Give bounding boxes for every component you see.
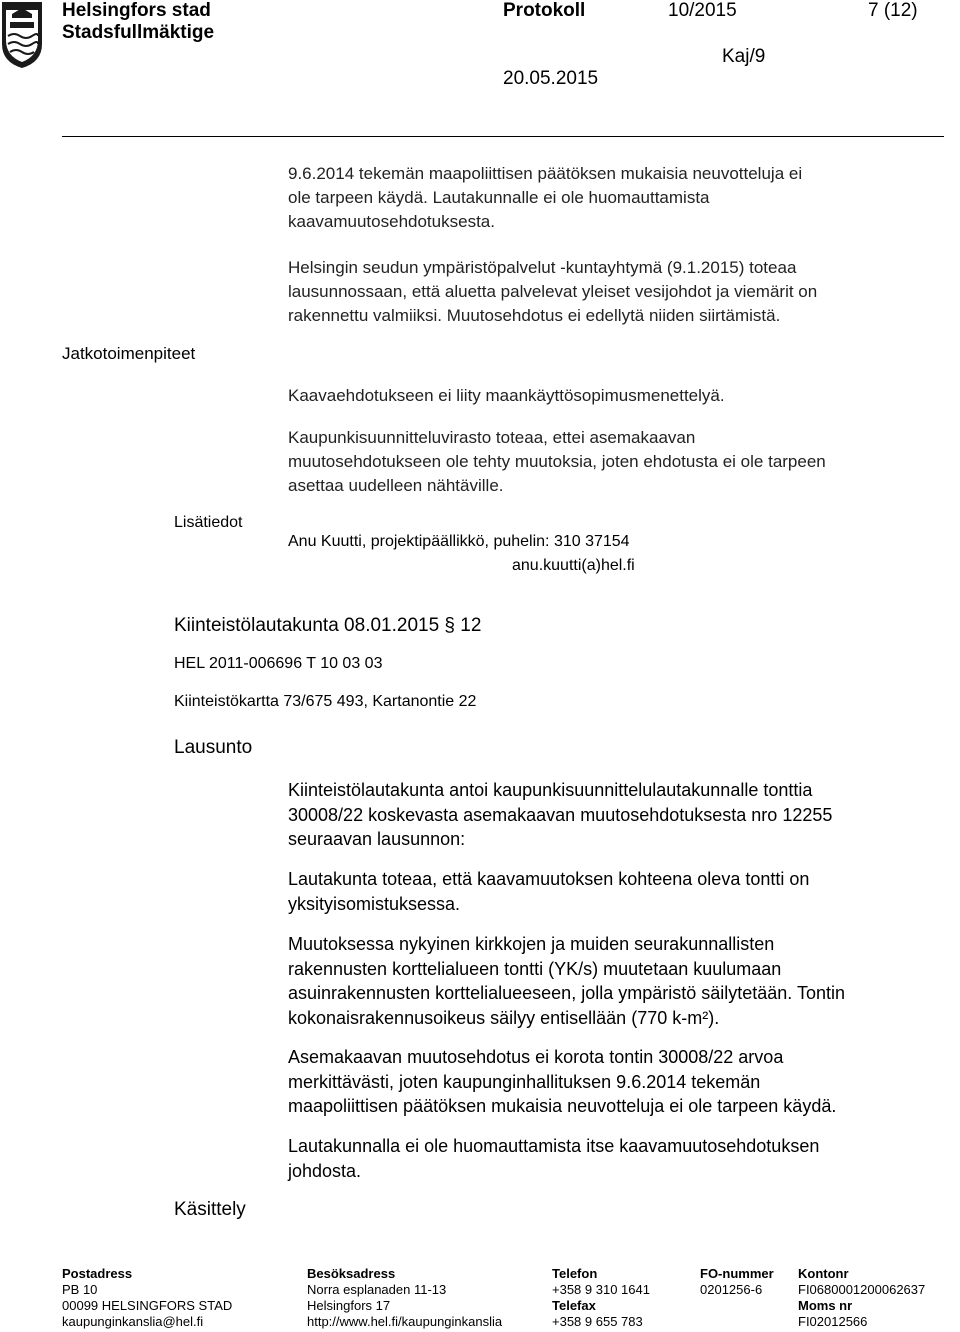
header-city: Helsingfors stad: [62, 0, 211, 21]
footer-web-link[interactable]: http://www.hel.fi/kaupunginkanslia: [307, 1314, 503, 1329]
footer-fo-nummer: FO-nummer 0201256-6: [700, 1266, 774, 1297]
lausunto-conclusion: Lautakunnalla ei ole huomauttamista itse kaavamuutosehdotuksen johdosta.: [288, 1136, 820, 1181]
header-case: Kaj/9: [722, 46, 766, 67]
label-kasittely: Käsittely: [174, 1199, 246, 1220]
label-lausunto: Lausunto: [174, 737, 253, 758]
paragraph-ksv: Kaupunkisuunnitteluvirasto toteaa, ettei asemakaavan muutosehdotukseen ole tehty muutoksia, joten ehdotusta ei ole tarpeen asettaa uudelleen nähtäville.: [288, 428, 826, 495]
header-divider: [62, 136, 944, 137]
paragraph-maapoliittinen: 9.6.2014 tekemän maapoliittisen päätöksen mukaisia neuvotteluja ei ole tarpeen käydä. Lautakunnalle ei ole huomauttamista kaavamuutosehdotuksesta.: [288, 164, 803, 231]
helsinki-crest-icon: [0, 0, 44, 70]
paragraph-maankaytto: Kaavaehdotukseen ei liity maankäyttösopimusmenettelyä.: [288, 386, 725, 405]
lausunto-value: Asemakaavan muutosehdotus ei korota tontin 30008/22 arvoa merkittävästi, joten kaupunginhallituksen 9.6.2014 tekemän maapoliittisen päätöksen mukaisia neuvotteluja ei ole tarpeen käydä.: [288, 1047, 837, 1116]
lausunto-change: Muutoksessa nykyinen kirkkojen ja muiden seurakunnallisten rakennusten korttelialueen tontti (YK/s) muutetaan kuulumaan asuinrakennusten korttelialueeseen, jolla ympäristö säilytetään. Tontin kokonaisrakennusoikeus säilyy entisellään (770 k-m²).: [288, 934, 845, 1028]
hel-reference: HEL 2011-006696 T 10 03 03: [174, 655, 383, 672]
header-number: 10/2015: [668, 0, 737, 21]
header-body: Stadsfullmäktige: [62, 22, 215, 43]
board-title: Kiinteistölautakunta 08.01.2015 § 12: [174, 615, 482, 636]
footer-kontonr: Kontonr FI0680001200062637 Moms nr FI02012566: [798, 1266, 926, 1329]
header-date: 20.05.2015: [503, 68, 599, 89]
footer-postadress: Postadress PB 10 00099 HELSINGFORS STAD kaupunginkanslia@hel.fi: [62, 1266, 233, 1329]
footer-email-link[interactable]: kaupunginkanslia@hel.fi: [62, 1314, 204, 1329]
map-reference: Kiinteistökartta 73/675 493, Kartanontie 22: [174, 693, 477, 710]
contact-line: Anu Kuutti, projektipäällikkö, puhelin: 310 37154: [288, 533, 630, 550]
footer-telefon: Telefon +358 9 310 1641 Telefax +358 9 655 783: [552, 1266, 650, 1329]
label-jatkotoimenpiteet: Jatkotoimenpiteet: [62, 344, 196, 363]
header-page: 7 (12): [868, 0, 918, 21]
lausunto-intro: Kiinteistölautakunta antoi kaupunkisuunnittelulautakunnalle tonttia 30008/22 koskevasta asemakaavan muutosehdotuksesta nro 12255 seuraavan lausunnon:: [288, 780, 833, 849]
lausunto-ownership: Lautakunta toteaa, että kaavamuutoksen kohteena oleva tontti on yksityisomistuksessa.: [288, 869, 810, 914]
label-lisatiedot: Lisätiedot: [174, 514, 243, 531]
header-doc-type: Protokoll: [503, 0, 586, 21]
contact-email: anu.kuutti(a)hel.fi: [512, 557, 635, 574]
paragraph-hsy: Helsingin seudun ympäristöpalvelut -kuntayhtymä (9.1.2015) toteaa lausunnossaan, että aluetta palvelevat yleiset vesijohdot ja viemärit on rakennettu valmiiksi. Muutosehdotus ei edellytä niiden siirtämistä.: [288, 258, 818, 325]
footer-besoksadress: Besöksadress Norra esplanaden 11-13 Helsingfors 17 http://www.hel.fi/kaupunginkanslia: [307, 1266, 503, 1329]
